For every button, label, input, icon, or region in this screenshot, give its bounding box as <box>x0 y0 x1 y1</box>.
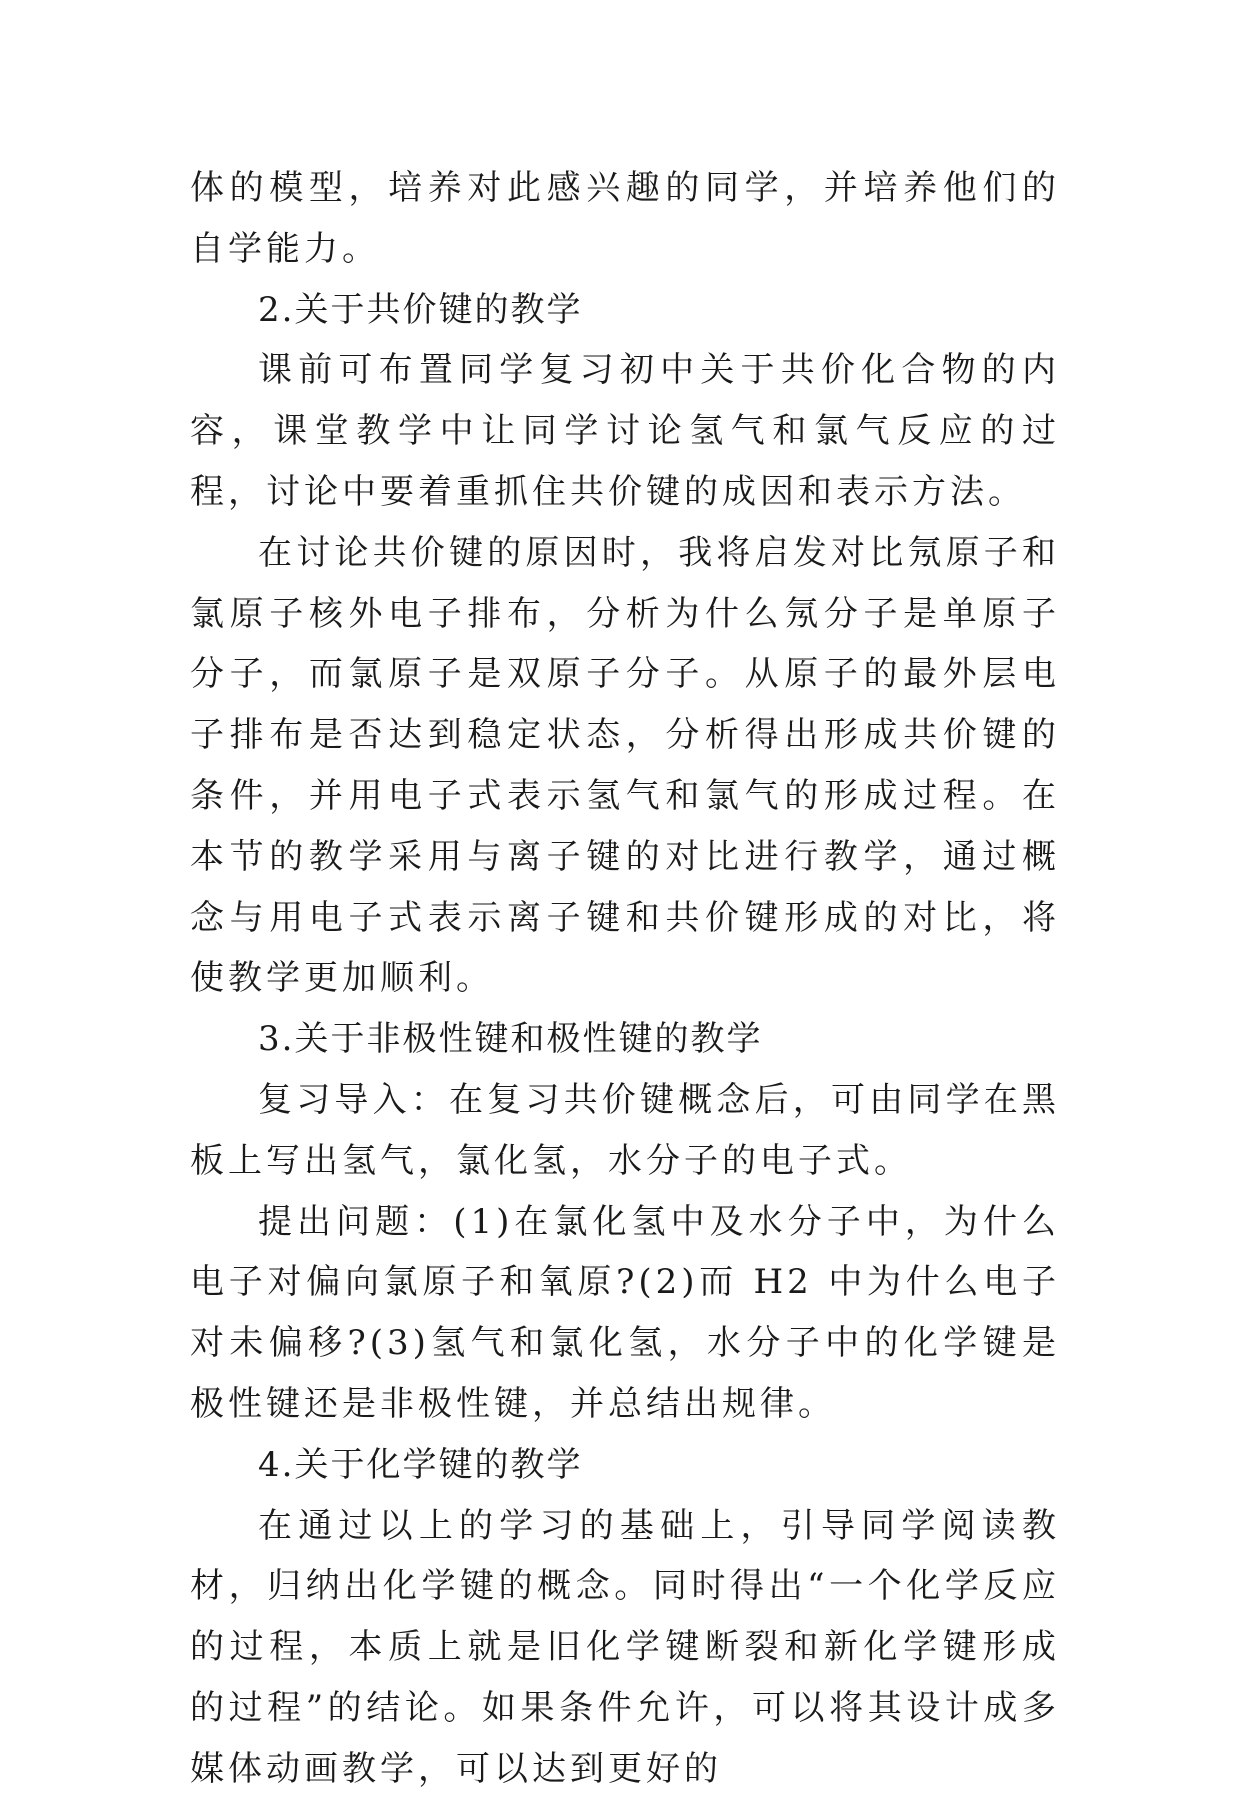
section-heading-3: 3.关于非极性键和极性键的教学 <box>258 1019 763 1060</box>
section-heading-4: 4.关于化学键的教学 <box>258 1444 583 1485</box>
paragraph: 在讨论共价键的原因时，我将启发对比氖原子和氯原子核外电子排布，分析为什么氖分子是单原子分子，而氯原子是双原子分子。从原子的最外层电子排布是否达到稳定状态，分析得出形成共价键的条件，并用电子式表示氢气和氯气的形成过程。在本节的教学采用与离子键的对比进行教学，通过概念与用电子式表示离子键和共价键形成的对比，将使教学更加顺利。 <box>190 532 1060 999</box>
paragraph: 复习导入：在复习共价键概念后，可由同学在黑板上写出氢气，氯化氢，水分子的电子式。 <box>190 1079 1060 1181</box>
paragraph: 在通过以上的学习的基础上，引导同学阅读教材，归纳出化学键的概念。同时得出“一个化学反应的过程，本质上就是旧化学键断裂和新化学键形成的过程”的结论。如果条件允许，可以将其设计成多媒体动画教学，可以达到更好的 <box>190 1505 1060 1789</box>
section-heading-2: 2.关于共价键的教学 <box>258 289 583 330</box>
paragraph-continuation: 体的模型，培养对此感兴趣的同学，并培养他们的自学能力。 <box>190 168 1060 269</box>
paragraph: 课前可布置同学复习初中关于共价化合物的内容，课堂教学中让同学讨论氢气和氯气反应的过程，讨论中要着重抓住共价键的成因和表示方法。 <box>190 350 1060 512</box>
body-text <box>190 158 1060 1800</box>
paragraph: 提出问题：(1)在氯化氢中及水分子中，为什么电子对偏向氯原子和氧原?(2)而 H2 中为什么电子对未偏移?(3)氢气和氯化氢，水分子中的化学键是极性键还是非极性键，并总结出规律。 <box>190 1201 1060 1424</box>
